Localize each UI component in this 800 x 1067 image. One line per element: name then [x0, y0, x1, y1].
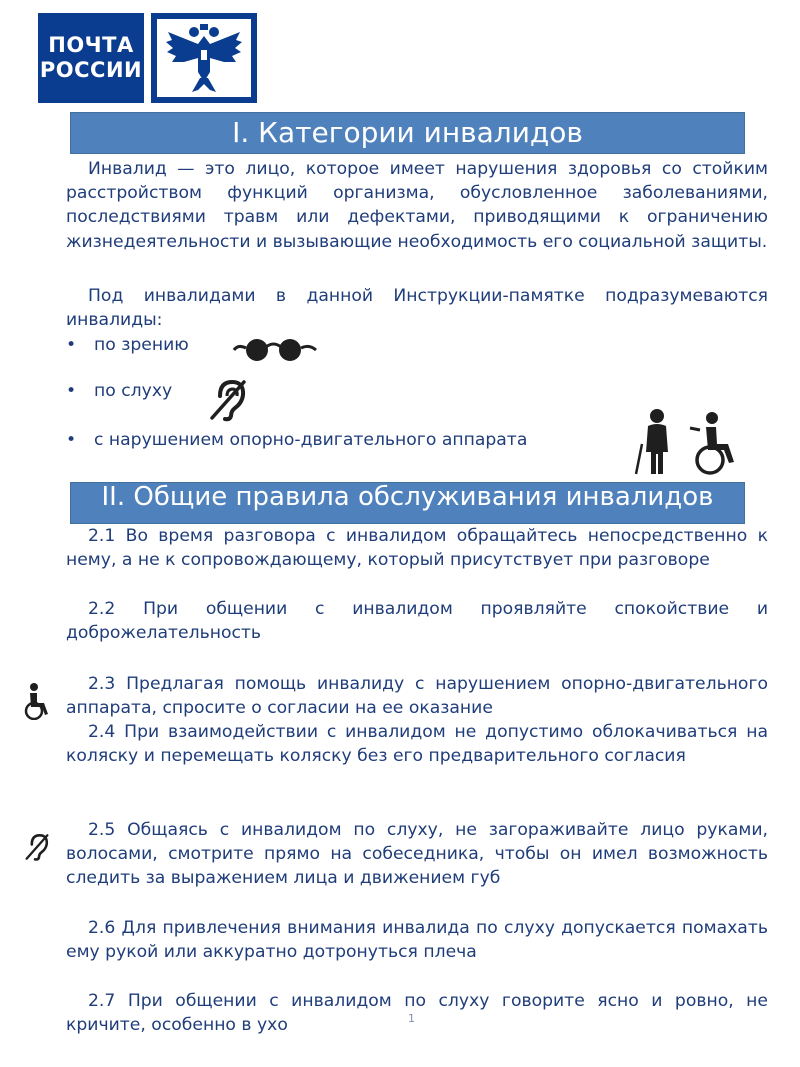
rule-2-7: 2.7 При общении с инвалидом по слуху говорите ясно и ровно, не кричите, особенно в ухо: [66, 991, 768, 1036]
rule-2-1: 2.1 Во время разговора с инвалидом обращайтесь непосредственно к нему, а не к сопровождающему, который присутствует при разговоре: [66, 526, 768, 571]
section-2-title: II. Общие правила обслуживания инвалидов: [70, 482, 745, 524]
logo-line-2: РОССИИ: [39, 58, 143, 82]
categories-intro: Под инвалидами в данной Инструкции-памятке подразумеваются инвалиды:: [66, 286, 768, 331]
rule-2-4: 2.4 При взаимодействии с инвалидом не допустимо облокачиваться на коляску и перемещать коляску без его предварительного согласия: [66, 722, 768, 767]
wheelchair-icon: [22, 682, 52, 720]
bullet-vision: • по зрению: [66, 335, 189, 355]
disability-definition: Инвалид — это лицо, которое имеет нарушения здоровья со стойким расстройством функций организма, обусловленное заболеваниями, последствиями травм или дефектами, приводящими к ограничению жизнедеятельности и вызывающие необходимость его социальной защиты.: [66, 159, 768, 252]
bullet-mobility: • с нарушением опорно-двигательного аппарата: [66, 430, 528, 450]
logo-emblem: [151, 13, 257, 103]
glasses-icon: [232, 334, 318, 364]
rule-2-5: 2.5 Общаясь с инвалидом по слуху, не загораживайте лицо руками, волосами, смотрите прямо на собеседника, чтобы он имел возможность следить за выражением лица и движением губ: [66, 820, 768, 889]
rule-2-2: 2.2 При общении с инвалидом проявляйте спокойствие и доброжелательность: [66, 599, 768, 644]
deaf-margin-icon: [24, 832, 50, 862]
double-headed-eagle-icon: [164, 22, 244, 94]
section-1-title: I. Категории инвалидов: [70, 112, 745, 154]
pochta-rossii-logo: [38, 13, 144, 103]
bullet-hearing: • по слуху: [66, 381, 173, 401]
bullet-mobility-label: с нарушением опорно-двигательного аппарата: [94, 430, 528, 450]
logo-line-1: ПОЧТА: [48, 33, 134, 57]
deaf-icon: [208, 378, 248, 422]
rule-2-3: 2.3 Предлагая помощь инвалиду с нарушением опорно-двигательного аппарата, спросите о согласии на ее оказание: [66, 674, 768, 719]
bullet-vision-label: по зрению: [94, 335, 189, 355]
page-number: 1: [408, 1012, 415, 1025]
rule-2-6: 2.6 Для привлечения внимания инвалида по слуху допускается помахать ему рукой или аккуратно дотронуться плеча: [66, 918, 768, 963]
mobility-icon: [630, 408, 740, 478]
bullet-hearing-label: по слуху: [94, 381, 173, 401]
